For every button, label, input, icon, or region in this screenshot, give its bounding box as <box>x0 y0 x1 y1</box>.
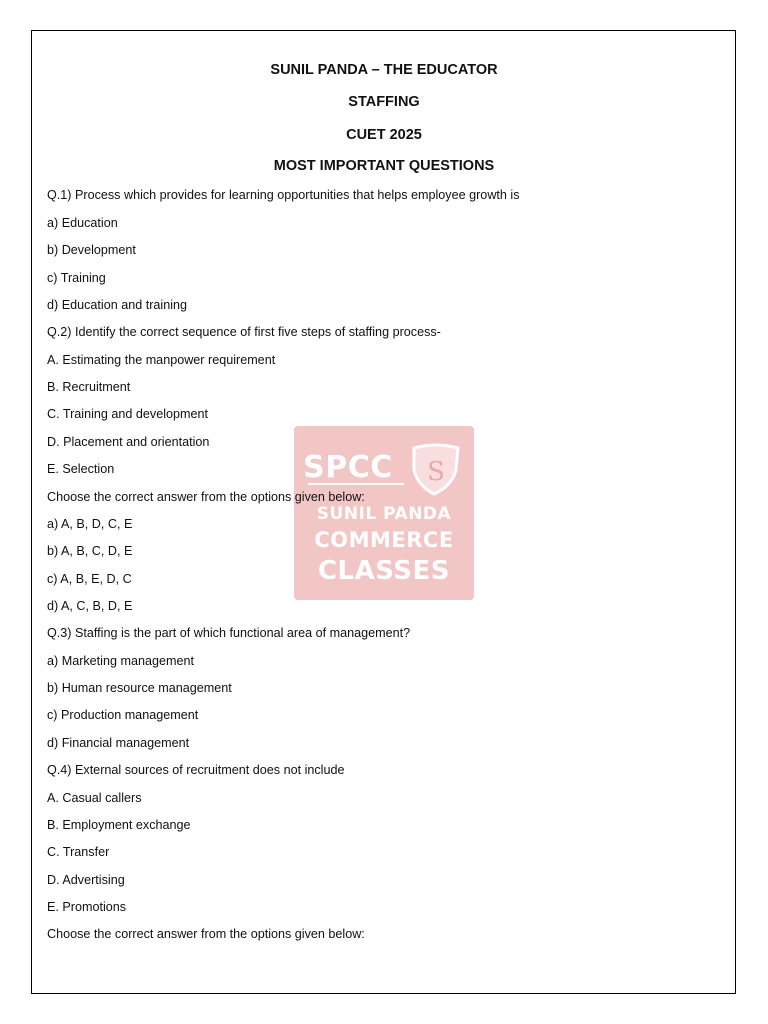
watermark-line3: CLASSES <box>317 556 451 586</box>
q2-step-d: D. Placement and orientation <box>47 435 210 449</box>
shield-letter: S <box>427 457 445 487</box>
q4-item-e: E. Promotions <box>47 900 127 914</box>
q4-item-b: B. Employment exchange <box>47 818 191 832</box>
q2-option-c: c) A, B, E, D, C <box>47 572 132 586</box>
q4-question: Q.4) External sources of recruitment does not include <box>47 763 345 777</box>
author-heading: SUNIL PANDA – THE EDUCATOR <box>270 62 498 78</box>
watermark-line1: SUNIL PANDA <box>316 504 452 524</box>
q2-option-a: a) A, B, D, C, E <box>47 517 133 531</box>
q2-step-e: E. Selection <box>47 462 115 476</box>
q4-item-c: C. Transfer <box>47 845 110 859</box>
q1-question: Q.1) Process which provides for learning opportunities that helps employee growth is <box>47 188 520 202</box>
q3-question: Q.3) Staffing is the part of which functional area of management? <box>47 626 411 640</box>
q2-instruction: Choose the correct answer from the options given below: <box>47 490 365 504</box>
q2-step-b: B. Recruitment <box>47 380 131 394</box>
q3-option-d: d) Financial management <box>47 736 190 750</box>
q2-option-d: d) A, C, B, D, E <box>47 599 133 613</box>
spcc-watermark <box>286 420 482 604</box>
q1-option-c: c) Training <box>47 271 106 285</box>
q2-question: Q.2) Identify the correct sequence of first five steps of staffing process- <box>47 325 441 339</box>
q1-option-d: d) Education and training <box>47 298 188 312</box>
q2-option-b: b) A, B, C, D, E <box>47 544 133 558</box>
topic-heading: STAFFING <box>348 94 420 110</box>
watermark-brand: SPCC <box>303 450 393 485</box>
q3-option-b: b) Human resource management <box>47 681 232 695</box>
q1-option-a: a) Education <box>47 216 118 230</box>
q4-instruction: Choose the correct answer from the options given below: <box>47 927 365 941</box>
subtitle-heading: MOST IMPORTANT QUESTIONS <box>273 158 495 174</box>
q4-item-d: D. Advertising <box>47 873 125 887</box>
q3-option-c: c) Production management <box>47 708 199 722</box>
q1-option-b: b) Development <box>47 243 136 257</box>
watermark-line2: COMMERCE <box>314 528 454 552</box>
q4-item-a: A. Casual callers <box>47 791 142 805</box>
q3-option-a: a) Marketing management <box>47 654 194 668</box>
exam-heading: CUET 2025 <box>346 127 422 143</box>
q2-step-a: A. Estimating the manpower requirement <box>47 353 276 367</box>
q2-step-c: C. Training and development <box>47 407 209 421</box>
